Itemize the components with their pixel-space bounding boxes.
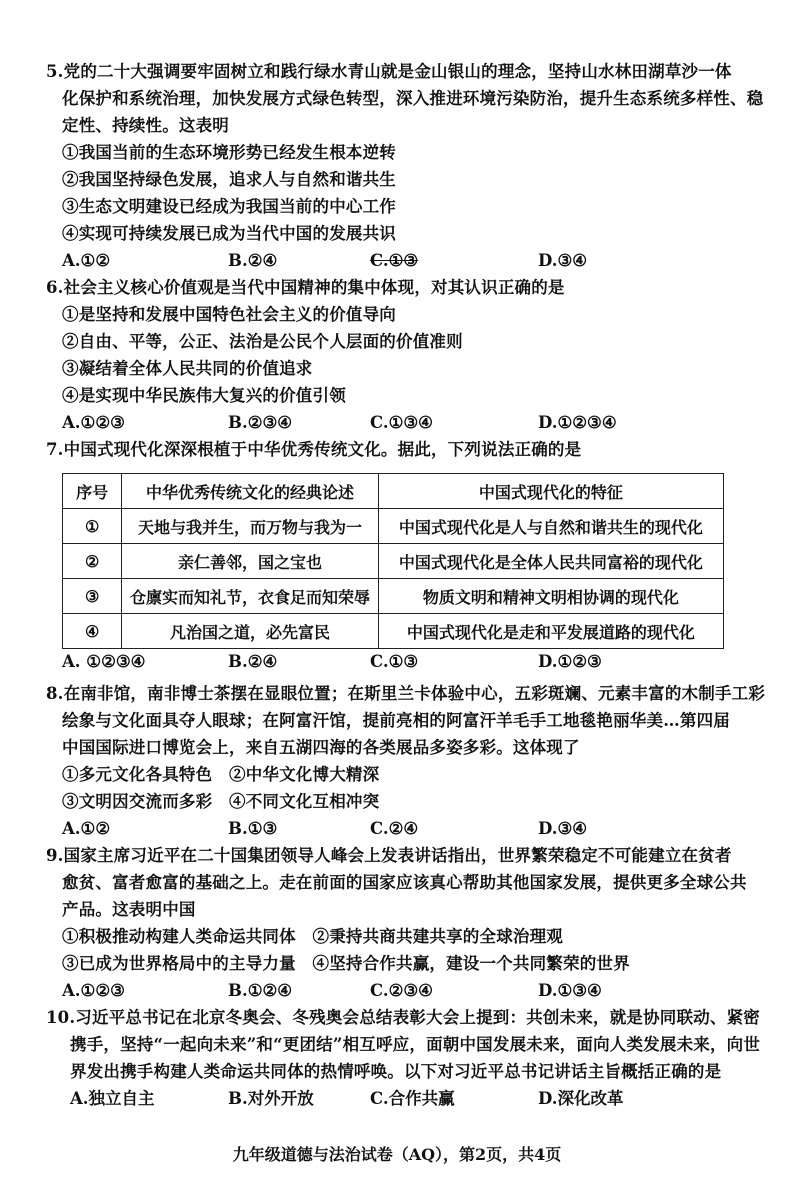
table-cell-feature: 中国式现代化是人与自然和谐共生的现代化 (378, 509, 723, 544)
table-header-quote: 中华优秀传统文化的经典论述 (122, 474, 378, 509)
q8-option-b: B.①③ (228, 819, 278, 838)
q10-option-c: C.合作共赢 (370, 1089, 455, 1108)
table-row (63, 509, 724, 544)
q5-option-c: C.①③ (370, 251, 419, 270)
q9-option-d: D.①③④ (538, 981, 602, 1000)
q10-option-a: A.独立自主 (70, 1089, 155, 1108)
table-header-row (63, 474, 724, 509)
q6-statement-4: ④是实现中华民族伟大复兴的价值引领 (62, 386, 346, 405)
q6-options (46, 409, 746, 436)
table-header-index: 序号 (63, 474, 122, 509)
table-cell-feature: 中国式现代化是全体人民共同富裕的现代化 (378, 544, 723, 579)
q8-stem-line-1: 8.在南非馆，南非博士茶摆在显眼位置；在斯里兰卡体验中心，五彩斑斓、元素丰富的木制手工彩 (46, 684, 766, 703)
q8-option-c: C.②④ (370, 819, 419, 838)
q8-statement-1: ①多元文化各具特色 ②中华文化博大精深 (62, 765, 380, 784)
q9-stem-line-3: 产品。这表明中国 (62, 900, 196, 919)
table-cell-index: ④ (63, 614, 122, 649)
question-5 (46, 58, 764, 274)
q5-statement-2: ②我国坚持绿色发展，追求人与自然和谐共生 (62, 170, 396, 189)
q9-statement-2: ③已成为世界格局中的主导力量 ④坚持合作共赢，建设一个共同繁荣的世界 (62, 954, 630, 973)
q9-statement-1: ①积极推动构建人类命运共同体 ②秉持共商共建共享的全球治理观 (62, 927, 563, 946)
q10-stem-line-2: 携手，坚持“一起向未来”和“更团结”相互呼应，面朝中国发展未来，面向人类发展未来，向世 (70, 1035, 761, 1054)
q6-stem-line-1: 6.社会主义核心价值观是当代中国精神的集中体现，对其认识正确的是 (46, 278, 565, 297)
q9-options (46, 977, 746, 1004)
q8-statement-2: ③文明因交流而多彩 ④不同文化互相冲突 (62, 792, 380, 811)
q10-stem-line-1: 10.习近平总书记在北京冬奥会、冬残奥会总结表彰大会上提到：共创未来，就是协同联动、紧密 (46, 1008, 761, 1027)
table-cell-quote: 仓廪实而知礼节，衣食足而知荣辱 (122, 579, 378, 614)
q8-stem-line-2: 绘象与文化面具夺人眼球；在阿富汗馆，提前亮相的阿富汗羊毛手工地毯艳丽华美…第四届 (62, 711, 730, 730)
q7-option-b: B.②④ (228, 652, 278, 671)
q9-option-a: A.①②③ (62, 981, 125, 1000)
q5-statement-3: ③生态文明建设已经成为我国当前的中心工作 (62, 197, 396, 216)
q5-stem-line-2: 化保护和系统治理，加快发展方式绿色转型，深入推进环境污染防治，提升生态系统多样性、稳 (62, 89, 764, 108)
q5-options (46, 247, 746, 274)
q7-options (46, 648, 746, 675)
q10-option-b: B.对外开放 (228, 1089, 314, 1108)
page-footer: 九年级道德与法治试卷（AQ），第2页，共4页 (232, 1145, 562, 1164)
q6-statement-2: ②自由、平等，公正、法治是公民个人层面的价值准则 (62, 332, 463, 351)
q5-statement-1: ①我国当前的生态环境形势已经发生根本逆转 (62, 143, 396, 162)
q5-statement-4: ④实现可持续发展已成为当代中国的发展共识 (62, 224, 396, 243)
q10-stem-line-3: 界发出携手构建人类命运共同体的热情呼唤。以下对习近平总书记讲话主旨概括正确的是 (70, 1062, 722, 1081)
table-header-feature: 中国式现代化的特征 (378, 474, 723, 509)
q5-stem-line-3: 定性、持续性。这表明 (62, 116, 229, 135)
q6-option-d: D.①②③④ (538, 413, 617, 432)
q8-option-a: A.①② (62, 819, 111, 838)
q6-statement-1: ①是坚持和发展中国特色社会主义的价值导向 (62, 305, 396, 324)
q7-stem-line-1: 7.中国式现代化深深根植于中华优秀传统文化。据此，下列说法正确的是 (46, 440, 582, 459)
q6-statement-3: ③凝结着全体人民共同的价值追求 (62, 359, 313, 378)
table-cell-feature: 物质文明和精神文明相协调的现代化 (378, 579, 723, 614)
q7-options-wrap (46, 648, 746, 675)
q10-option-d: D.深化改革 (538, 1089, 624, 1108)
question-6 (46, 274, 746, 436)
q8-options (46, 815, 746, 842)
q10-options (46, 1085, 746, 1112)
q5-stem-line-1: 5.党的二十大强调要牢固树立和践行绿水青山就是金山银山的理念，坚持山水林田湖草沙一体 (46, 62, 732, 81)
question-9 (46, 842, 746, 1004)
q8-option-d: D.③④ (538, 819, 588, 838)
table-cell-index: ③ (63, 579, 122, 614)
q9-stem-line-2: 愈贫、富者愈富的基础之上。走在前面的国家应该真心帮助其他国家发展，提供更多全球公共 (62, 873, 747, 892)
q6-option-c: C.①③④ (370, 413, 433, 432)
table-cell-quote: 天地与我并生，而万物与我为一 (122, 509, 378, 544)
q5-option-a: A.①② (62, 251, 111, 270)
q7-option-a: A. ①②③④ (62, 652, 146, 671)
question-8 (46, 680, 766, 842)
q9-option-b: B.①②④ (228, 981, 293, 1000)
table-cell-quote: 亲仁善邻，国之宝也 (122, 544, 378, 579)
q7-option-d: D.①②③ (538, 652, 602, 671)
q8-stem-line-3: 中国国际进口博览会上，来自五湖四海的各类展品多姿多彩。这体现了 (62, 738, 580, 757)
table-cell-index: ① (63, 509, 122, 544)
table-cell-index: ② (63, 544, 122, 579)
table-cell-feature: 中国式现代化是走和平发展道路的现代化 (378, 614, 723, 649)
table-row (63, 579, 724, 614)
q6-option-a: A.①②③ (62, 413, 125, 432)
question-7 (46, 436, 746, 463)
q9-stem-line-1: 9.国家主席习近平在二十国集团领导人峰会上发表讲话指出，世界繁荣稳定不可能建立在贫者 (46, 846, 732, 865)
table-row (63, 544, 724, 579)
table-cell-quote: 凡治国之道，必先富民 (122, 614, 378, 649)
q5-option-b: B.②④ (228, 251, 278, 270)
q5-option-d: D.③④ (538, 251, 588, 270)
question-10 (46, 1004, 761, 1112)
q7-table (62, 473, 724, 649)
q9-option-c: C.②③④ (370, 981, 433, 1000)
table-row (63, 614, 724, 649)
q7-option-c: C.①③ (370, 652, 419, 671)
q6-option-b: B.②③④ (228, 413, 293, 432)
